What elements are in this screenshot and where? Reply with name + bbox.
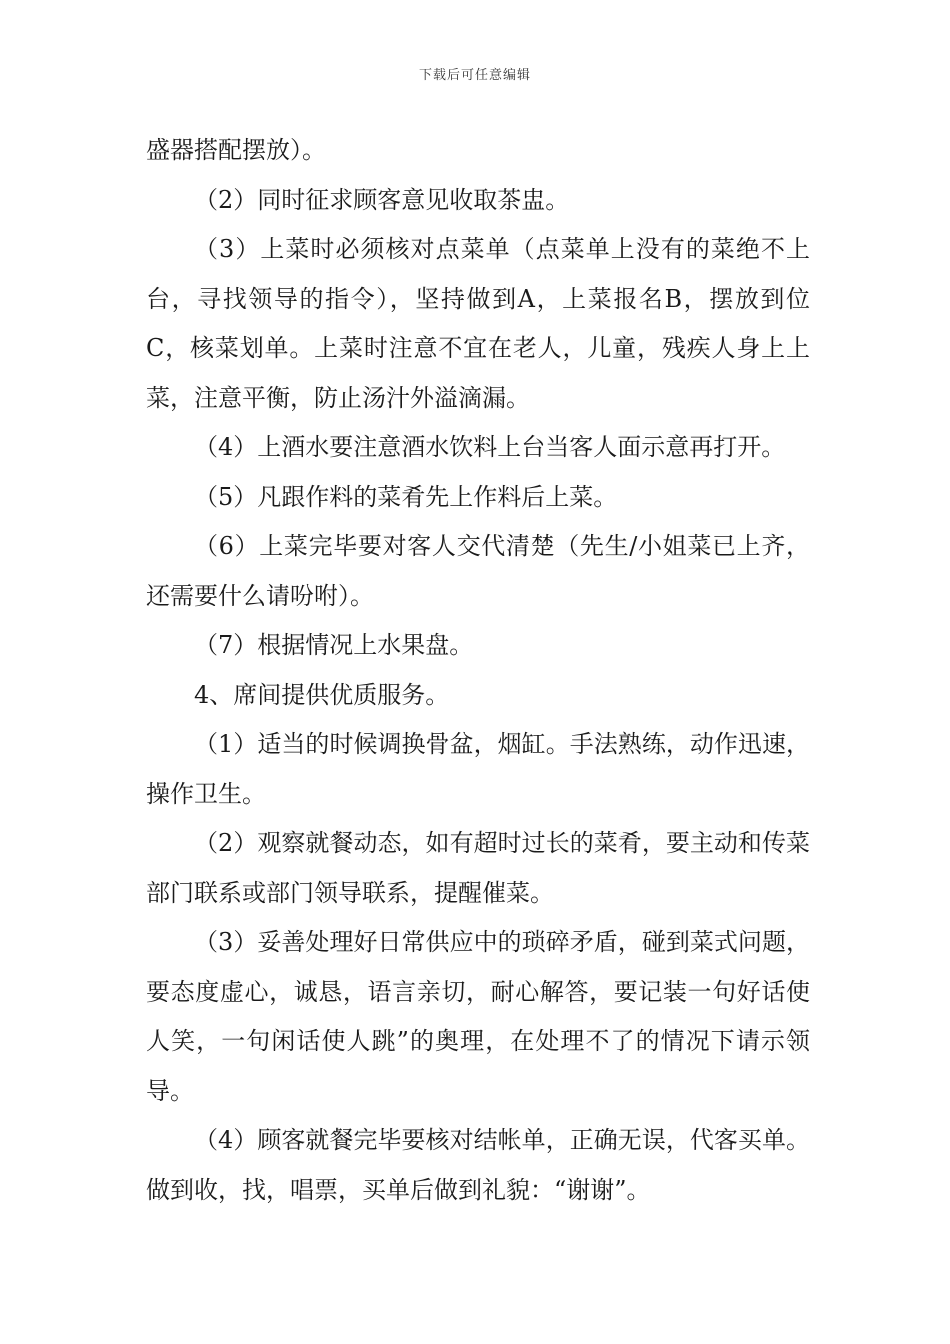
paragraph-3: （3）上菜时必须核对点菜单（点菜单上没有的菜绝不上台，寻找领导的指令），坚持做到A，上菜报名B，摆放到位C，核菜划单。上菜时注意不宜在老人，儿童，残疾人身上上菜，注意平衡，防止汤汁外溢滴漏。 bbox=[146, 235, 810, 412]
paragraph-6: （6）上菜完毕要对客人交代清楚（先生/小姐菜已上齐，还需要什么请吩咐）。 bbox=[146, 532, 810, 610]
paragraph-4: （4）上酒水要注意酒水饮料上台当客人面示意再打开。 bbox=[194, 433, 786, 461]
paragraph-5: （5）凡跟作料的菜肴先上作料后上菜。 bbox=[194, 482, 618, 511]
paragraph-9: （1）适当的时候调换骨盆，烟缸。手法熟练，动作迅速，操作卫生。 bbox=[146, 730, 810, 808]
paragraph-11: （3）妥善处理好日常供应中的琐碎矛盾，碰到菜式问题，要态度虚心，诚恳，语言亲切，耐心解答，要记装一句好话使人笑，一句闲话使人跳”的奥理，在处理不了的情况下请示领导。 bbox=[146, 928, 810, 1105]
section-heading-4: 4、席间提供优质服务。 bbox=[194, 680, 450, 709]
paragraph-12: （4）顾客就餐完毕要核对结帐单，正确无误，代客买单。做到收，找，唱票，买单后做到礼貌：“谢谢”。 bbox=[146, 1126, 810, 1204]
paragraph-2: （2）同时征求顾客意见收取茶盅。 bbox=[194, 185, 570, 214]
paragraph-1: 盛器搭配摆放）。 bbox=[146, 136, 326, 164]
page-header: 下载后可任意编辑 bbox=[418, 68, 531, 83]
paragraph-10: （2）观察就餐动态，如有超时过长的菜肴，要主动和传菜部门联系或部门领导联系，提醒催菜。 bbox=[146, 829, 810, 907]
document-body bbox=[146, 126, 810, 1215]
paragraph-7: （7）根据情况上水果盘。 bbox=[194, 631, 474, 659]
